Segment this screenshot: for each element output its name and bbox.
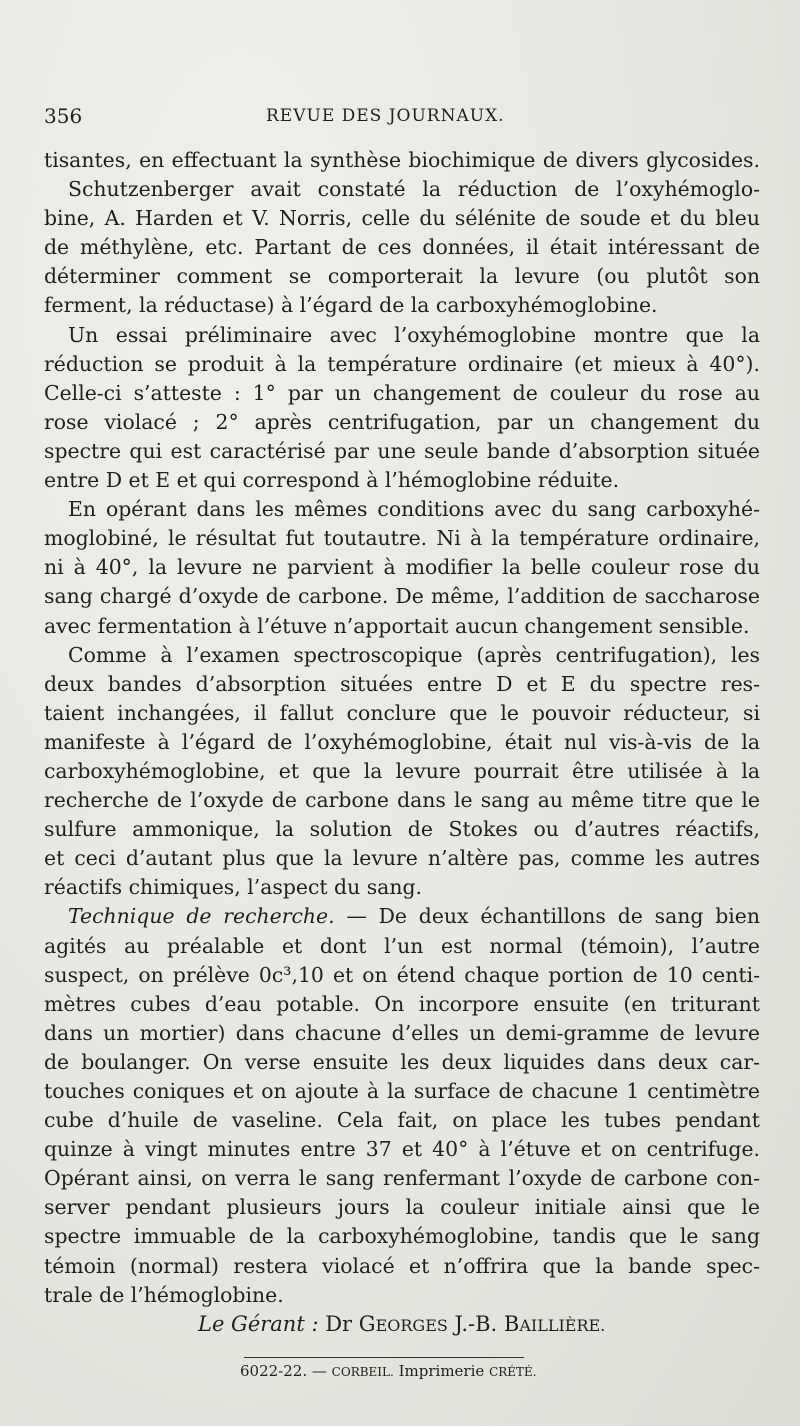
imprint-printer: Imprimerie xyxy=(398,1362,485,1380)
text-line: avec fermentation à l’étuve n’apportait aucun changement sensible. xyxy=(44,613,750,638)
text-line: bine, A. Harden et V. Norris, celle du sélénite de soude et du bleu xyxy=(44,206,760,231)
text-line: Celle-ci s’atteste : 1° par un changement de couleur du rose au xyxy=(44,380,760,405)
imprint xyxy=(240,1362,537,1380)
technique-heading: Technique de recherche. xyxy=(68,904,335,929)
text-line: tisantes, en effectuant la synthèse biochimique de divers glycosides. xyxy=(44,148,760,172)
text-line: sulfure ammonique, la solution de Stokes ou d’autres réactifs, xyxy=(44,817,760,842)
text-line: suspect, on prélève 0c³,10 et on étend chaque portion de 10 centi- xyxy=(44,962,760,987)
imprint-dash: — xyxy=(311,1362,327,1380)
signature-label: Le Gérant : xyxy=(198,1312,319,1336)
signature-name-cap: G xyxy=(358,1312,376,1336)
text-line: spectre qui est caractérisé par une seule bande d’absorption située xyxy=(44,438,760,463)
text-line: entre D et E et qui correspond à l’hémoglobine réduite. xyxy=(44,468,620,493)
signature-initials: J.-B. xyxy=(454,1312,498,1336)
body-text xyxy=(44,146,760,1310)
text-line: mètres cubes d’eau potable. On incorpore ensuite (en triturant xyxy=(44,991,760,1016)
running-head xyxy=(44,104,756,134)
text-line: de méthylène, etc. Partant de ces données, il était intéressant de xyxy=(44,235,760,260)
text-line: ferment, la réductase) à l’égard de la carboxyhémoglobine. xyxy=(44,293,658,318)
text-line: dans un mortier) dans chacune d’elles un demi-gramme de levure xyxy=(44,1020,760,1045)
text-line: Schutzenberger avait constaté la réduction de l’oxyhémoglo- xyxy=(68,177,760,202)
text-line: En opérant dans les mêmes conditions avec du sang carboxyhé- xyxy=(68,497,760,522)
text-line: carboxyhémoglobine, et que la levure pourrait être utilisée à la xyxy=(44,758,760,783)
text-line: Un essai préliminaire avec l’oxyhémoglobine montre que la xyxy=(68,322,760,347)
text-line: spectre immuable de la carboxyhémoglobine, tandis que le sang xyxy=(44,1224,760,1249)
text-line: réactifs chimiques, l’aspect du sang. xyxy=(44,875,423,900)
text-line: de boulanger. On verse ensuite les deux liquides dans deux car- xyxy=(44,1049,760,1074)
text-line: moglobiné, le résultat fut toutautre. Ni à la température ordinaire, xyxy=(44,526,760,551)
text-line: agités au préalable et dont l’un est normal (témoin), l’autre xyxy=(44,933,760,958)
text-line-rest: — De deux échantillons de sang bien xyxy=(346,904,760,929)
imprint-number: 6022-22. xyxy=(240,1362,308,1380)
signature-name-rest: EORGES xyxy=(375,1316,448,1335)
text-line: déterminer comment se comporterait la levure (ou plutôt son xyxy=(44,264,760,289)
imprint-printer-name: CRÉTÉ. xyxy=(489,1365,537,1379)
signature xyxy=(198,1312,698,1336)
text-line: trale de l’hémoglobine. xyxy=(44,1282,284,1307)
text-line: touches coniques et on ajoute à la surface de chacune 1 centimètre xyxy=(44,1079,760,1103)
text-line: rose violacé ; 2° après centrifugation, par un changement du xyxy=(44,409,760,434)
signature-surname-rest: AILLIÈRE. xyxy=(519,1316,606,1335)
text-line: réduction se produit à la température ordinaire (et mieux à 40°). xyxy=(44,351,760,376)
text-line: Comme à l’examen spectroscopique (après centrifugation), les xyxy=(68,642,760,667)
footer-rule xyxy=(244,1357,524,1358)
text-line: Opérant ainsi, on verra le sang renfermant l’oxyde de carbone con- xyxy=(44,1166,760,1191)
text-line: et ceci d’autant plus que la levure n’altère pas, comme les autres xyxy=(44,846,760,871)
text-line: sang chargé d’oxyde de carbone. De même, l’addition de saccharose xyxy=(44,584,760,609)
text-line xyxy=(44,902,760,931)
text-line: manifeste à l’égard de l’oxyhémoglobine, était nul vis-à-vis de la xyxy=(44,729,760,754)
text-line: recherche de l’oxyde de carbone dans le sang au même titre que le xyxy=(44,788,760,813)
text-line: deux bandes d’absorption situées entre D et E du spectre res- xyxy=(44,671,760,696)
page-number: 356 xyxy=(44,104,83,128)
text-line: server pendant plusieurs jours la couleur initiale ainsi que le xyxy=(44,1195,760,1220)
signature-surname-cap: B xyxy=(503,1312,520,1336)
text-line: cube d’huile de vaseline. Cela fait, on place les tubes pendant xyxy=(44,1108,760,1133)
running-title: REVUE DES JOURNAUX. xyxy=(266,106,505,126)
text-line: témoin (normal) restera violacé et n’offrira que la bande spec- xyxy=(44,1253,760,1278)
text-line: quinze à vingt minutes entre 37 et 40° à l’étuve et on centrifuge. xyxy=(44,1137,760,1162)
signature-title: Dr xyxy=(325,1312,353,1336)
text-line: taient inchangées, il fallut conclure que le pouvoir réducteur, si xyxy=(44,700,760,725)
imprint-place: CORBEIL. xyxy=(331,1365,394,1379)
text-line: ni à 40°, la levure ne parvient à modifier la belle couleur rose du xyxy=(44,555,760,580)
